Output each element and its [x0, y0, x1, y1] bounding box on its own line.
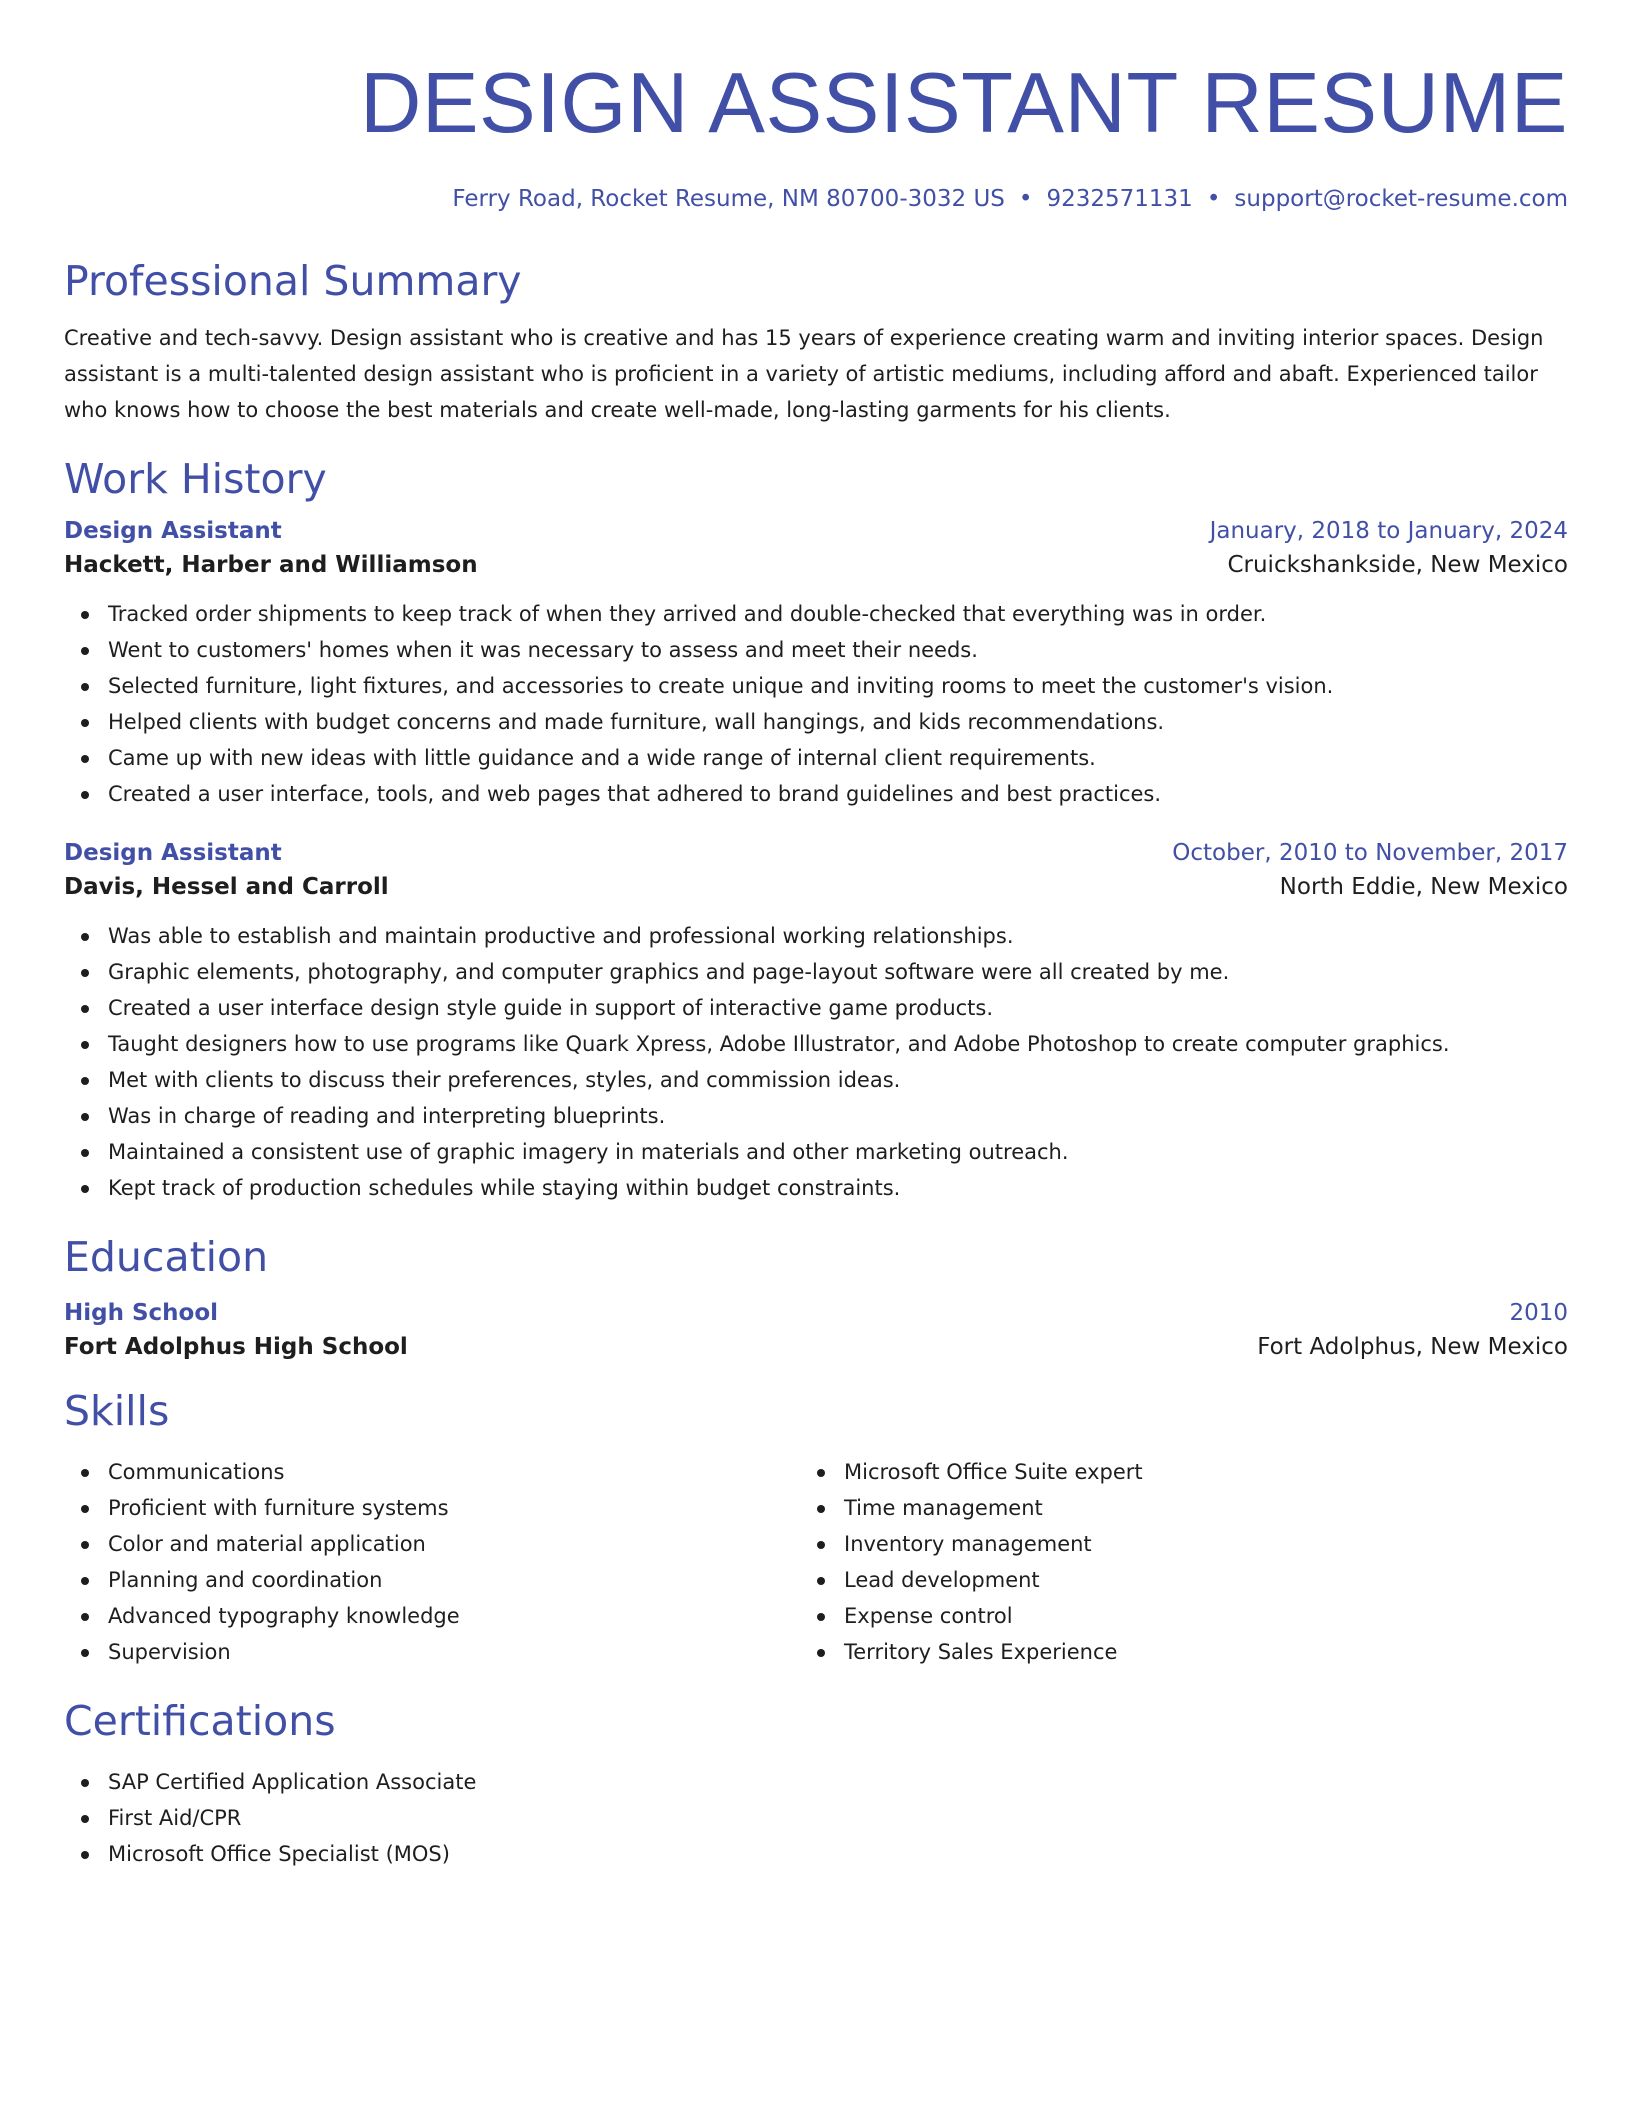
- job-entry: [64, 840, 1568, 1206]
- list-item: Time management: [800, 1490, 1536, 1526]
- list-item: First Aid/CPR: [64, 1800, 1568, 1836]
- section-title-work-history: Work History: [64, 455, 327, 503]
- list-item: Maintained a consistent use of graphic imagery in materials and other marketing outreach.: [64, 1134, 1568, 1170]
- contact-line: [64, 186, 1568, 212]
- list-item: Helped clients with budget concerns and made furniture, wall hangings, and kids recommendations.: [64, 704, 1568, 740]
- contact-separator: •: [1206, 186, 1221, 212]
- job-location: North Eddie, New Mexico: [1279, 874, 1568, 900]
- list-item: Communications: [64, 1454, 800, 1490]
- education-entry: [64, 1300, 1568, 1360]
- list-item: Kept track of production schedules while staying within budget constraints.: [64, 1170, 1568, 1206]
- list-item: Planning and coordination: [64, 1562, 800, 1598]
- list-item: Went to customers' homes when it was necessary to assess and meet their needs.: [64, 632, 1568, 668]
- job-location: Cruickshankside, New Mexico: [1227, 552, 1568, 578]
- section-title-certifications: Certifications: [64, 1697, 336, 1745]
- job-title: Design Assistant: [64, 840, 282, 866]
- skills-list-right: [800, 1454, 1536, 1670]
- list-item: Microsoft Office Suite expert: [800, 1454, 1536, 1490]
- list-item: SAP Certified Application Associate: [64, 1764, 1568, 1800]
- job-duties: [64, 918, 1568, 1206]
- list-item: Tracked order shipments to keep track of when they arrived and double-checked that everything was in order.: [64, 596, 1568, 632]
- list-item: Microsoft Office Specialist (MOS): [64, 1836, 1568, 1872]
- education-school: Fort Adolphus High School: [64, 1334, 408, 1360]
- contact-separator: •: [1018, 186, 1033, 212]
- section-title-education: Education: [64, 1233, 269, 1281]
- list-item: Taught designers how to use programs like Quark Xpress, Adobe Illustrator, and Adobe Photoshop to create computer graphics.: [64, 1026, 1568, 1062]
- list-item: Came up with new ideas with little guidance and a wide range of internal client requirements.: [64, 740, 1568, 776]
- list-item: Graphic elements, photography, and computer graphics and page-layout software were all created by me.: [64, 954, 1568, 990]
- list-item: Was in charge of reading and interpreting blueprints.: [64, 1098, 1568, 1134]
- skills-list-left: [64, 1454, 800, 1670]
- list-item: Created a user interface design style guide in support of interactive game products.: [64, 990, 1568, 1026]
- education-location: Fort Adolphus, New Mexico: [1257, 1334, 1568, 1360]
- list-item: Proficient with furniture systems: [64, 1490, 800, 1526]
- section-title-summary: Professional Summary: [64, 257, 522, 305]
- list-item: Advanced typography knowledge: [64, 1598, 800, 1634]
- contact-email: support@rocket-resume.com: [1234, 186, 1568, 212]
- list-item: Created a user interface, tools, and web pages that adhered to brand guidelines and best practices.: [64, 776, 1568, 812]
- job-dates: January, 2018 to January, 2024: [1209, 518, 1568, 544]
- certifications-list: [64, 1764, 1568, 1872]
- job-title: Design Assistant: [64, 518, 282, 544]
- list-item: Supervision: [64, 1634, 800, 1670]
- list-item: Lead development: [800, 1562, 1536, 1598]
- list-item: Selected furniture, light fixtures, and accessories to create unique and inviting rooms to meet the customer's vision.: [64, 668, 1568, 704]
- section-title-skills: Skills: [64, 1387, 170, 1435]
- contact-address: Ferry Road, Rocket Resume, NM 80700-3032 US: [452, 186, 1005, 212]
- job-company: Davis, Hessel and Carroll: [64, 874, 389, 900]
- job-duties: [64, 596, 1568, 812]
- education-year: 2010: [1509, 1300, 1568, 1326]
- job-entry: [64, 518, 1568, 812]
- job-company: Hackett, Harber and Williamson: [64, 552, 478, 578]
- education-degree: High School: [64, 1300, 219, 1326]
- list-item: Was able to establish and maintain productive and professional working relationships.: [64, 918, 1568, 954]
- contact-phone: 9232571131: [1046, 186, 1193, 212]
- resume-title: DESIGN ASSISTANT RESUME: [359, 56, 1568, 151]
- job-dates: October, 2010 to November, 2017: [1172, 840, 1568, 866]
- list-item: Territory Sales Experience: [800, 1634, 1536, 1670]
- list-item: Color and material application: [64, 1526, 800, 1562]
- list-item: Met with clients to discuss their preferences, styles, and commission ideas.: [64, 1062, 1568, 1098]
- summary-text: Creative and tech-savvy. Design assistant who is creative and has 15 years of experience creating warm and inviting interior spaces. Design assistant is a multi-talented design assistant who is proficient in a variety of artistic mediums, including afford and abaft. Experienced tailor who knows how to choose the best materials and create well-made, long-lasting garments for his clients.: [64, 326, 1544, 422]
- skills-columns: [64, 1444, 1568, 1670]
- list-item: Expense control: [800, 1598, 1536, 1634]
- list-item: Inventory management: [800, 1526, 1536, 1562]
